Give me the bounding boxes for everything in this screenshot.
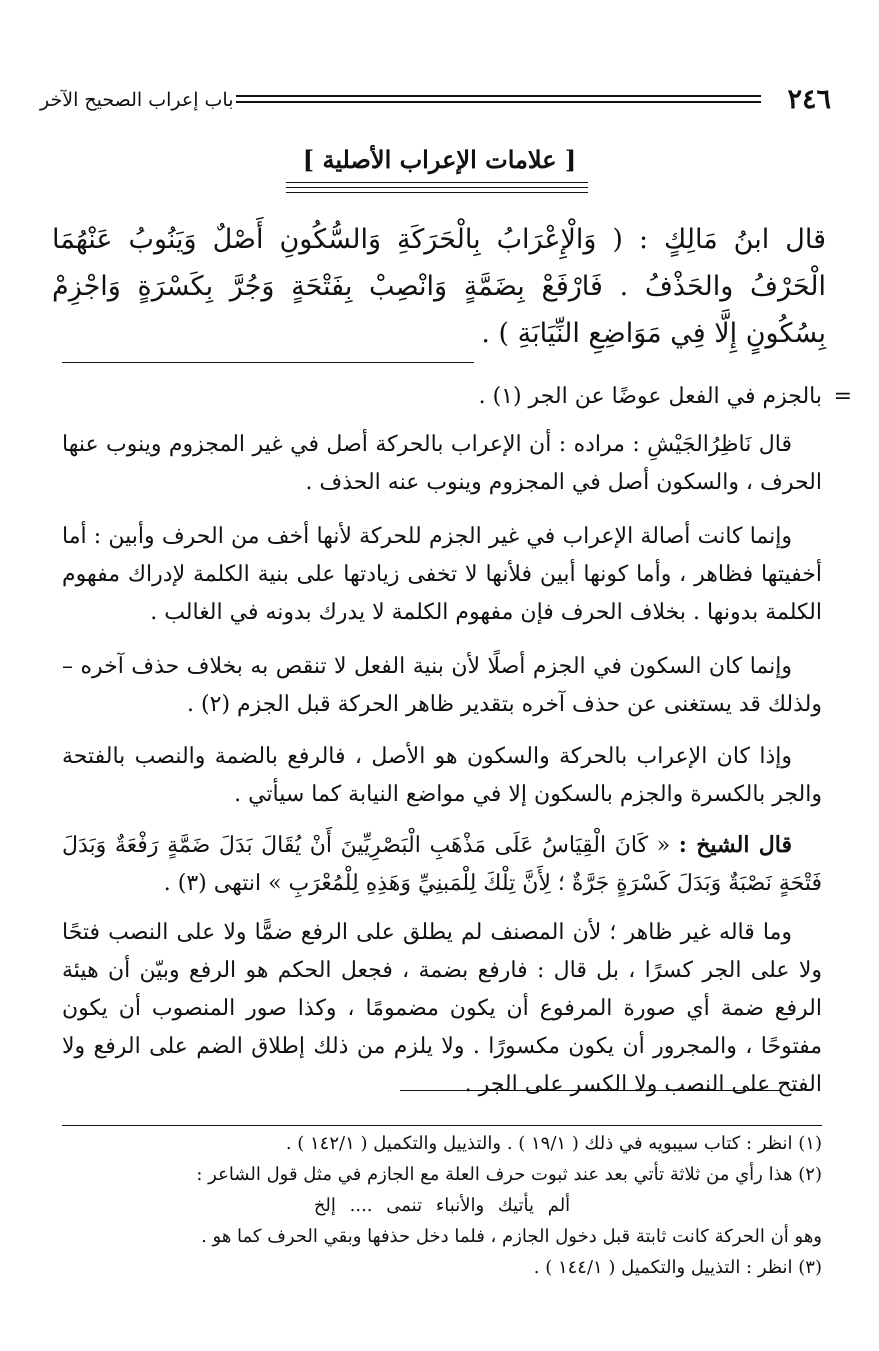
title-rule-line xyxy=(286,192,588,197)
continuation-line xyxy=(62,378,852,416)
paragraph-critique: وما قاله غير ظاهر ؛ لأن المصنف لم يطلق على الرفع ضمًّا ولا على النصب فتحًا ولا على الجر كسرًا ، بل قال : فارفع بضمة ، فجعل الحكم هو الرفع وبيّن أن هيئة الرفع ضمة أي صورة المرفوع أن يكون مضمومًا ، وكذا صور المنصوب أن يكون مفتوحًا ، والمجرور أن يكون مكسورًا . ولا يلزم من ذلك إطلاق الضم على الرفع ولا الفتح على النصب ولا الكسر على الجر . xyxy=(62,920,822,1097)
verse-separator-rule xyxy=(62,362,474,363)
header-double-rule xyxy=(236,95,761,103)
continuation-text: بالجزم في الفعل عوضًا عن الجر (١) . xyxy=(478,384,822,409)
footnote-2-continuation: وهو أن الحركة كانت ثابتة قبل دخول الجازم ، فلما دخل حذفها وبقي الحرف كما هو . xyxy=(201,1226,822,1247)
running-header xyxy=(40,82,839,122)
paragraph-haraka: وإذا كان الإعراب بالحركة والسكون هو الأصل ، فالرفع بالضمة والنصب بالفتحة والجر بالكسرة والجزم بالسكون إلا في مواضع النيابة كما سيأتي . xyxy=(62,744,822,807)
running-title: باب إعراب الصحيح الآخر xyxy=(40,89,234,111)
footnote-3: (٣) انظر : التذييل والتكميل ( ١٤٤/١ ) . xyxy=(533,1257,822,1278)
last-line-underline xyxy=(400,1090,780,1091)
title-underline-rules xyxy=(286,182,588,197)
paragraph-asala: وإنما كانت أصالة الإعراب في غير الجزم للحركة لأنها أخف من الحرف وأبين : أما أخفيتها فظاهر ، وأما كونها أبين فلأنها لا تخفى زيادتها على بنية الكلمة لإدراك مفهوم الكلمة بدونها . بخلاف الحرف فإن مفهوم الكلمة لا يدرك بدونه في الغالب . xyxy=(62,524,822,625)
paragraph-sukun: وإنما كان السكون في الجزم أصلًا لأن بنية الفعل لا تنقص به بخلاف حذف آخره – ولذلك قد يستغنى عن حذف آخره بتقدير ظاهر الحركة قبل الجزم (٢) . xyxy=(62,654,822,717)
footnote-1: (١) انظر : كتاب سيبويه في ذلك ( ١٩/١ ) . والتذييل والتكميل ( ١٤٢/١ ) . xyxy=(285,1133,822,1154)
shaykh-label: قال الشيخ : xyxy=(678,832,792,858)
footnotes xyxy=(62,1128,822,1283)
page-number: ٢٤٦ xyxy=(787,84,831,115)
footnote-separator xyxy=(62,1125,822,1126)
footnote-2: (٢) هذا رأي من ثلاثة تأتي بعد عند ثبوت حرف العلة مع الجازم في مثل قول الشاعر : xyxy=(196,1164,822,1185)
paragraph-nazir-al-jaysh: قال نَاظِرُالجَيْشِ : مراده : أن الإعراب بالحركة أصل في غير المجزوم وينوب عنها الحرف ، والسكون أصل في المجزوم وينوب عنه الحذف . xyxy=(62,432,822,495)
paragraph-shaykh-quote xyxy=(62,826,822,903)
continuation-mark: = xyxy=(833,384,852,409)
section-title: [ علامات الإعراب الأصلية ] xyxy=(302,145,577,174)
shaykh-quote-text: « كَانَ الْقِيَاسُ عَلَى مَذْهَبِ الْبَصْرِيِّينَ أَنْ يُقَالَ بَدَلَ ضَمَّةٍ رَفْعَةٌ وَبَدَلَ فَتْحَةٍ نَصْبَةٌ وَبَدَلَ كَسْرَةٍ جَرَّةٌ ؛ لِأَنَّ تِلْكَ لِلْمَبنِيِّ وَهَذِهِ لِلْمُعْرَبِ » انتهى (٣) . xyxy=(62,833,822,896)
footnote-2-poem: ألم يأتيك والأنباء تنمى .... إلخ xyxy=(313,1195,571,1216)
ibn-malik-verse: قال ابنُ مَالِكٍ : ( وَالْإِعْرَابُ بِالْحَرَكَةِ وَالسُّكُونِ أَصْلٌ وَيَنُوبُ عَنْهُمَا الْحَرْفُ والحَذْفُ . فَارْفَعْ بِضَمَّةٍ وَانْصِبْ بِفَتْحَةٍ وَجُرَّ بِكَسْرَةٍ وَاجْزِمْ بِسُكُونٍ إِلَّا فِي مَوَاضِعِ النِّيَابَةِ ) . xyxy=(52,224,826,349)
